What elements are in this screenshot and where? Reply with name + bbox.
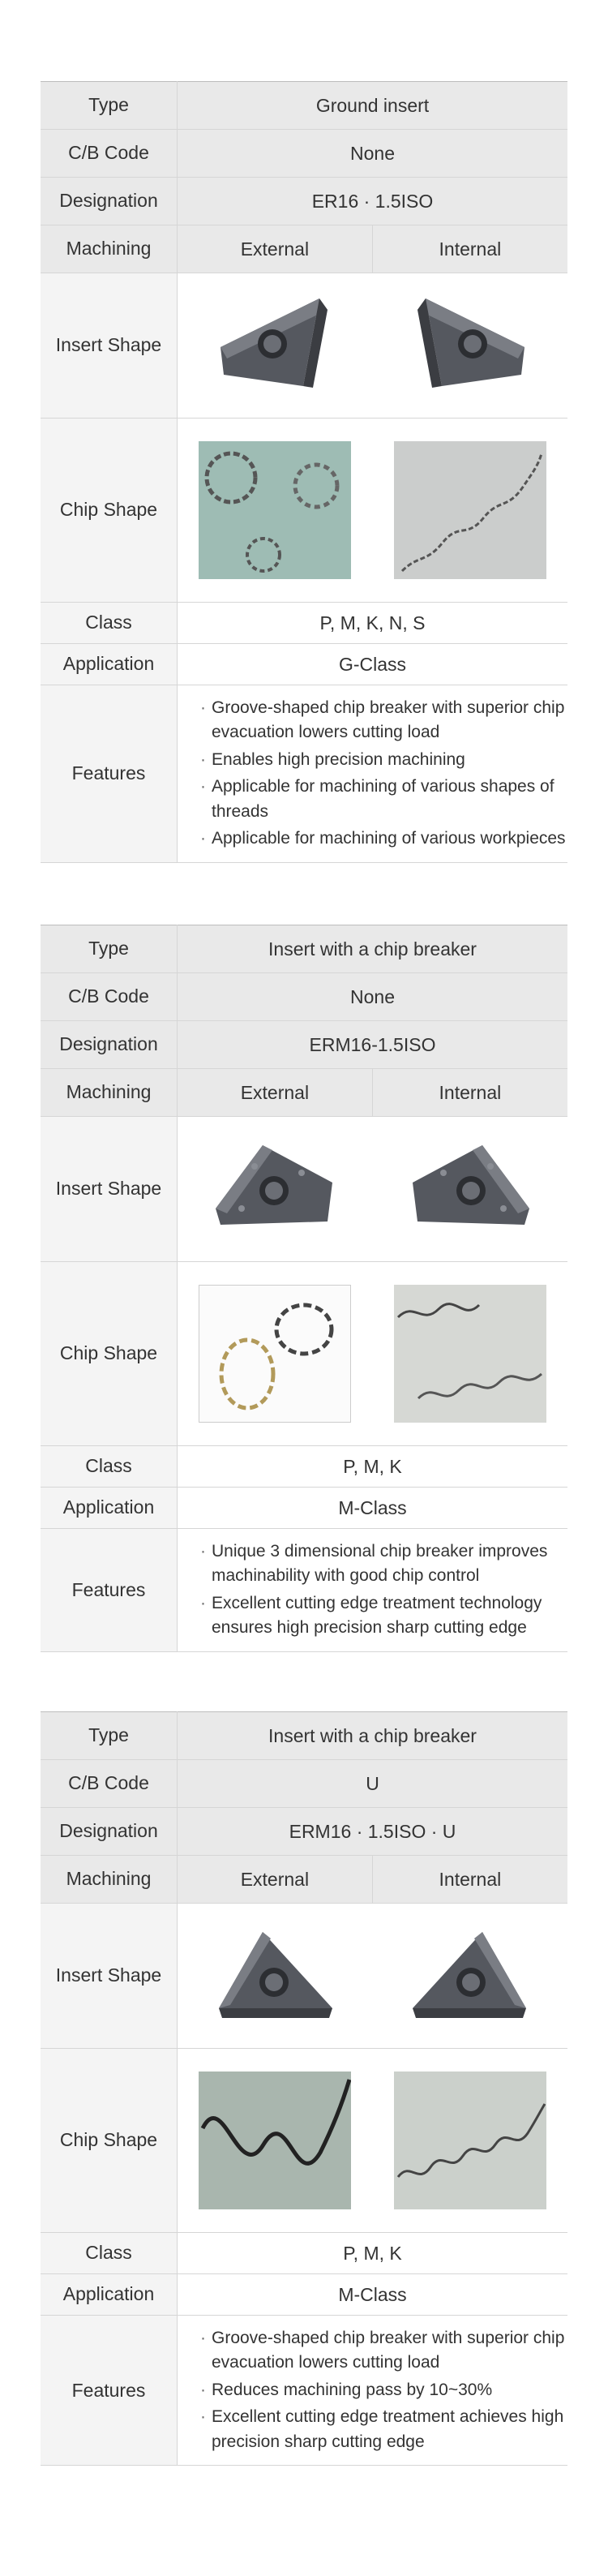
- row-label-designation: Designation: [41, 1021, 178, 1069]
- application-value: M-Class: [178, 1488, 568, 1529]
- insert-shape-external-image: [178, 273, 373, 419]
- row-label-features: Features: [41, 2316, 178, 2466]
- row-label-insert-shape: Insert Shape: [41, 1904, 178, 2049]
- row-label-insert-shape: Insert Shape: [41, 1117, 178, 1262]
- chip-shape-external-image: [178, 1262, 373, 1446]
- class-value: P, M, K: [178, 2233, 568, 2274]
- chip-shape-internal-image: [372, 419, 567, 603]
- feature-item: · Unique 3 dimensional chip breaker improves machinability with good chip control: [200, 1539, 567, 1589]
- designation-value: ERM16 · 1.5ISO · U: [178, 1808, 568, 1856]
- row-label-chip-shape: Chip Shape: [41, 419, 178, 603]
- insert-shape-internal-image: [372, 1904, 567, 2049]
- insert-shape-external-image: [178, 1904, 373, 2049]
- cb-code-value: U: [178, 1760, 568, 1808]
- spec-table-chip-breaker: [41, 925, 567, 1652]
- type-value: Ground insert: [178, 82, 568, 130]
- machining-internal: Internal: [372, 1069, 567, 1117]
- row-label-class: Class: [41, 1446, 178, 1488]
- chip-shape-external-image: [178, 419, 373, 603]
- cb-code-value: None: [178, 973, 568, 1021]
- row-label-machining: Machining: [41, 1069, 178, 1117]
- row-label-cb-code: C/B Code: [41, 1760, 178, 1808]
- features-list: [178, 2316, 568, 2466]
- cb-code-value: None: [178, 130, 568, 178]
- row-label-insert-shape: Insert Shape: [41, 273, 178, 419]
- feature-item: · Groove-shaped chip breaker with superior chip evacuation lowers cutting load: [200, 696, 567, 745]
- machining-internal: Internal: [372, 1856, 567, 1904]
- row-label-cb-code: C/B Code: [41, 130, 178, 178]
- row-label-application: Application: [41, 1488, 178, 1529]
- feature-item: · Excellent cutting edge treatment technology ensures high precision sharp cutting edge: [200, 1591, 567, 1641]
- row-label-cb-code: C/B Code: [41, 973, 178, 1021]
- row-label-machining: Machining: [41, 225, 178, 273]
- row-label-features: Features: [41, 1529, 178, 1652]
- row-label-type: Type: [41, 1712, 178, 1760]
- feature-item: · Reduces machining pass by 10~30%: [200, 2378, 567, 2402]
- features-list: [178, 1529, 568, 1652]
- row-label-application: Application: [41, 2274, 178, 2316]
- row-label-class: Class: [41, 2233, 178, 2274]
- feature-item: · Applicable for machining of various shapes of threads: [200, 775, 567, 824]
- type-value: Insert with a chip breaker: [178, 1712, 568, 1760]
- application-value: G-Class: [178, 644, 568, 685]
- row-label-chip-shape: Chip Shape: [41, 2049, 178, 2233]
- class-value: P, M, K: [178, 1446, 568, 1488]
- machining-internal: Internal: [372, 225, 567, 273]
- chip-shape-internal-image: [372, 2049, 567, 2233]
- features-list: [178, 685, 568, 863]
- insert-shape-external-image: [178, 1117, 373, 1262]
- row-label-features: Features: [41, 685, 178, 863]
- row-label-designation: Designation: [41, 178, 178, 225]
- row-label-type: Type: [41, 925, 178, 973]
- row-label-class: Class: [41, 603, 178, 644]
- row-label-chip-shape: Chip Shape: [41, 1262, 178, 1446]
- feature-item: · Excellent cutting edge treatment achieves high precision sharp cutting edge: [200, 2405, 567, 2454]
- designation-value: ER16 · 1.5ISO: [178, 178, 568, 225]
- row-label-type: Type: [41, 82, 178, 130]
- insert-shape-internal-image: [372, 273, 567, 419]
- feature-item: · Applicable for machining of various workpieces: [200, 826, 567, 851]
- spec-table-ground-insert: [41, 81, 567, 863]
- machining-external: External: [178, 1069, 373, 1117]
- spec-table-chip-breaker-u: [41, 1711, 567, 2466]
- type-value: Insert with a chip breaker: [178, 925, 568, 973]
- machining-external: External: [178, 1856, 373, 1904]
- chip-shape-internal-image: [372, 1262, 567, 1446]
- machining-external: External: [178, 225, 373, 273]
- designation-value: ERM16-1.5ISO: [178, 1021, 568, 1069]
- row-label-designation: Designation: [41, 1808, 178, 1856]
- feature-item: · Groove-shaped chip breaker with superior chip evacuation lowers cutting load: [200, 2326, 567, 2376]
- class-value: P, M, K, N, S: [178, 603, 568, 644]
- feature-item: · Enables high precision machining: [200, 748, 567, 772]
- row-label-machining: Machining: [41, 1856, 178, 1904]
- row-label-application: Application: [41, 644, 178, 685]
- chip-shape-external-image: [178, 2049, 373, 2233]
- application-value: M-Class: [178, 2274, 568, 2316]
- insert-shape-internal-image: [372, 1117, 567, 1262]
